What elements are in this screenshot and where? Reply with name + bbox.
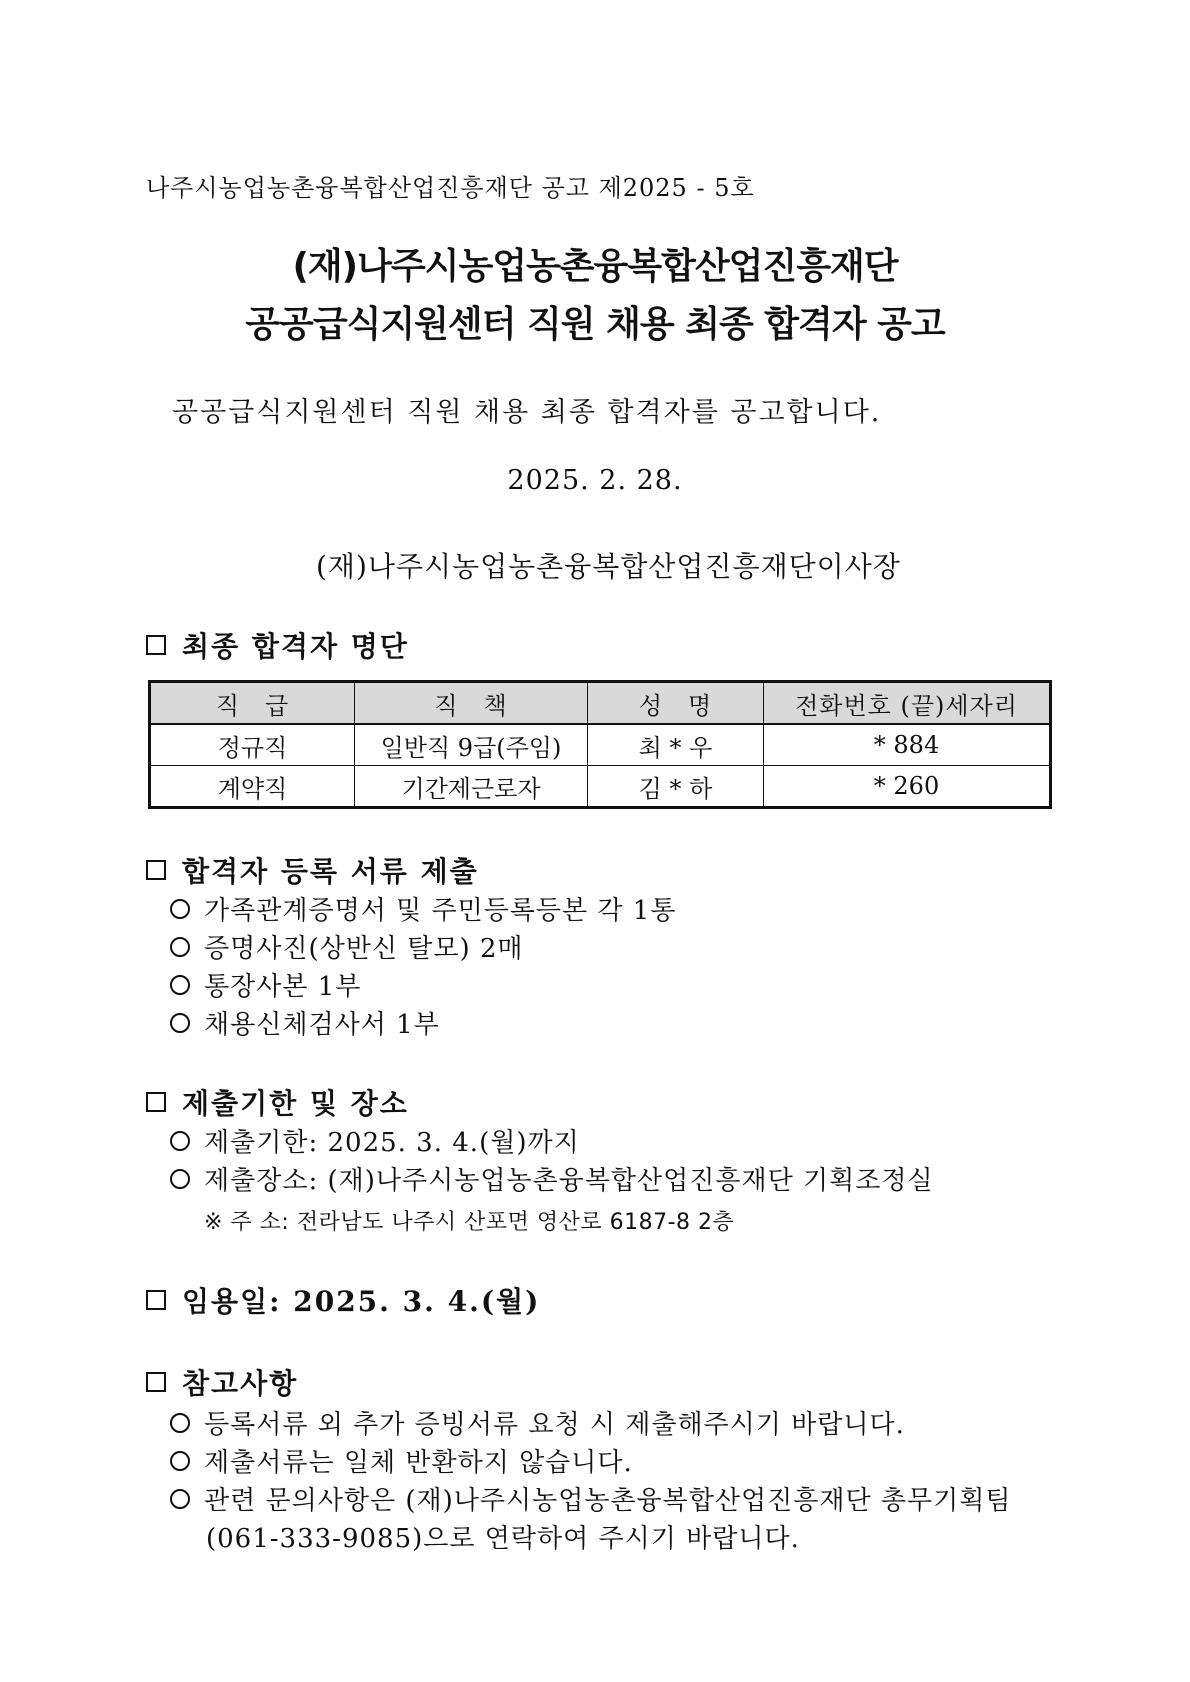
section-documents-heading bbox=[146, 850, 479, 890]
checkbox-square-icon bbox=[146, 1290, 166, 1310]
cell-grade: 계약직 bbox=[150, 766, 355, 808]
circle-bullet-icon bbox=[170, 1489, 190, 1509]
list-item: 제출장소: (재)나주시농업농촌융복합산업진흥재단 기획조정실 bbox=[170, 1160, 934, 1197]
list-item: 가족관계증명서 및 주민등록등본 각 1통 bbox=[170, 890, 676, 927]
issuer: (재)나주시농업농촌융복합산업진흥재단이사장 bbox=[316, 550, 901, 583]
section-deadline-heading bbox=[146, 1082, 409, 1122]
cell-position: 기간제근로자 bbox=[355, 766, 588, 808]
notice-date: 2025. 2. 28. bbox=[507, 465, 683, 496]
cell-phone: * 884 bbox=[764, 724, 1051, 766]
circle-bullet-icon bbox=[170, 1013, 190, 1033]
circle-bullet-icon bbox=[170, 975, 190, 995]
cell-name: 최 * 우 bbox=[588, 724, 764, 766]
cell-grade: 정규직 bbox=[150, 724, 355, 766]
list-item: 제출서류는 일체 반환하지 않습니다. bbox=[170, 1442, 633, 1479]
list-item: 증명사진(상반신 탈모) 2매 bbox=[170, 928, 524, 965]
circle-bullet-icon bbox=[170, 937, 190, 957]
circle-bullet-icon bbox=[170, 1451, 190, 1471]
list-item: 제출기한: 2025. 3. 4.(월)까지 bbox=[170, 1122, 580, 1159]
section-title: 제출기한 및 장소 bbox=[182, 1087, 409, 1120]
intro-text: 공공급식지원센터 직원 채용 최종 합격자를 공고합니다. bbox=[172, 397, 882, 428]
cell-position: 일반직 9급(주임) bbox=[355, 724, 588, 766]
checkbox-square-icon bbox=[146, 635, 166, 655]
list-item: 통장사본 1부 bbox=[170, 966, 361, 1003]
section-title: 참고사항 bbox=[182, 1367, 299, 1400]
address-note: ※ 주 소: 전라남도 나주시 산포면 영산로 6187-8 2층 bbox=[204, 1210, 735, 1235]
circle-bullet-icon bbox=[170, 1131, 190, 1151]
cell-name: 김 * 하 bbox=[588, 766, 764, 808]
section-roster-heading bbox=[146, 625, 409, 665]
list-item: 등록서류 외 추가 증빙서류 요청 시 제출해주시기 바랍니다. bbox=[170, 1404, 905, 1441]
title-line-1: (재)나주시농업농촌융복합산업진흥재단 bbox=[292, 246, 898, 287]
section-title: 합격자 등록 서류 제출 bbox=[182, 855, 479, 888]
checkbox-square-icon bbox=[146, 860, 166, 880]
list-item: 채용신체검사서 1부 bbox=[170, 1004, 440, 1041]
section-title: 임용일: 2025. 3. 4.(월) bbox=[182, 1285, 541, 1318]
circle-bullet-icon bbox=[170, 1169, 190, 1189]
checkbox-square-icon bbox=[146, 1372, 166, 1392]
circle-bullet-icon bbox=[170, 1413, 190, 1433]
header-position: 직 책 bbox=[355, 682, 588, 725]
roster-table bbox=[148, 680, 1052, 809]
cell-phone: * 260 bbox=[764, 766, 1051, 808]
header-grade: 직 급 bbox=[150, 682, 355, 725]
header-name: 성 명 bbox=[588, 682, 764, 725]
header-phone: 전화번호 (끝)세자리 bbox=[764, 682, 1051, 725]
notice-number: 나주시농업농촌융복합산업진흥재단 공고 제2025 - 5호 bbox=[146, 174, 755, 202]
section-title: 최종 합격자 명단 bbox=[182, 630, 409, 663]
table-row bbox=[150, 766, 1051, 808]
circle-bullet-icon bbox=[170, 899, 190, 919]
table-row bbox=[150, 724, 1051, 766]
checkbox-square-icon bbox=[146, 1092, 166, 1112]
list-item-continuation: (061-333-9085)으로 연락하여 주시기 바랍니다. bbox=[206, 1524, 800, 1554]
list-item: 관련 문의사항은 (재)나주시농업농촌융복합산업진흥재단 총무기획팀 bbox=[170, 1480, 1011, 1517]
section-appointment-heading bbox=[146, 1280, 540, 1320]
table-header-row bbox=[150, 682, 1051, 725]
title-line-2: 공공급식지원센터 직원 채용 최종 합격자 공고 bbox=[245, 304, 945, 345]
section-notes-heading bbox=[146, 1362, 298, 1402]
